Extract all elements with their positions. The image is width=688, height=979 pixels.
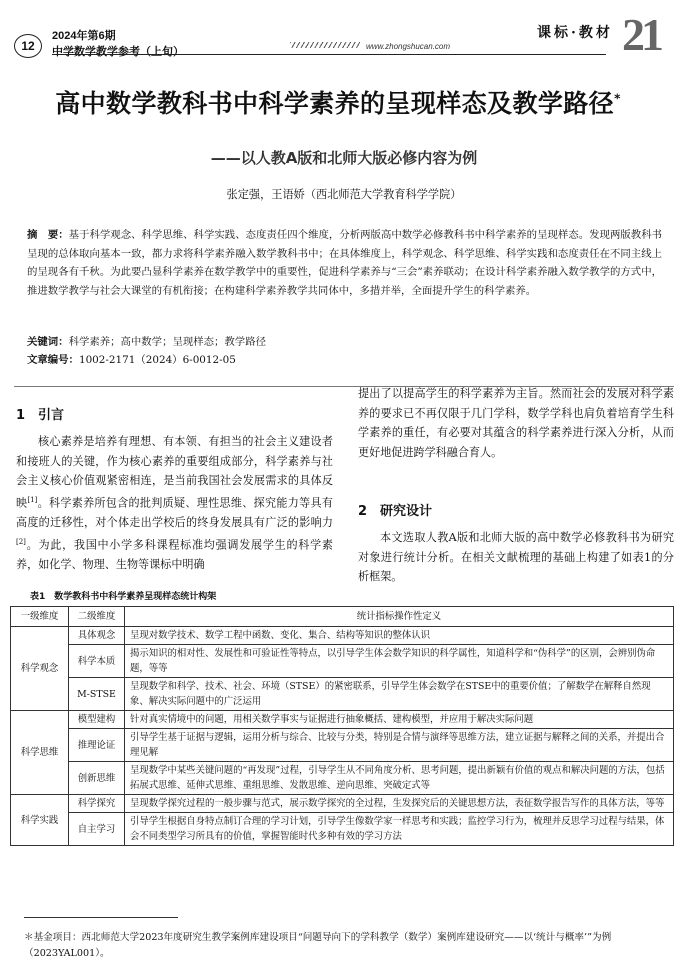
journal-info [52,28,184,60]
definition-cell: 呈现对数学技术、数学工程中函数、变化、集合、结构等知识的整体认识 [125,627,674,645]
table-row [11,645,674,678]
table-header-cell: 一级维度 [11,607,69,627]
primary-dimension-cell: 科学观念 [11,627,69,711]
article-number-line [27,351,662,369]
table-row [11,813,674,846]
definition-cell: 呈现数学和科学、技术、社会、环境（STSE）的紧密联系，引导学生体会数学在STSE中的重要价值；了解数学在解释自然现象、解决实际问题中的广泛运用 [125,678,674,711]
secondary-dimension-cell: 科学探究 [69,795,125,813]
article-subtitle: ——以人教A版和北师大版必修内容为例 [210,149,478,167]
table-header-row [11,607,674,627]
table-header-cell: 统计指标操作性定义 [125,607,674,627]
reference-2: [2] [16,537,26,546]
reference-1: [1] [27,495,38,504]
secondary-dimension-cell: 具体观念 [69,627,125,645]
keywords-line [27,333,662,351]
header-url: www.zhongshucan.com [366,42,451,51]
article-title [18,84,658,120]
definition-cell: 呈现数学中某些关键问题的“再发现”过程，引导学生从不同角度分析、思考问题，提出新颖有价值的观点和解决问题的方法，包括拓展式思维、延伸式思维、重组思维、发散思维、逆向思维、突破定式等 [125,762,674,795]
secondary-dimension-cell: 自主学习 [69,813,125,846]
article-title-text: 高中数学教科书中科学素养的呈现样态及教学路径 [55,89,615,118]
section-label: 课标·教材 [537,25,613,41]
framework-table [10,606,674,846]
section-1-heading: 1 引言 [16,408,65,423]
secondary-dimension-cell: 推理论证 [69,729,125,762]
definition-cell: 呈现数学探究过程的一般步骤与范式，展示数学探究的全过程，生发探究后的关键思想方法，表征数学报告写作的具体方法，等等 [125,795,674,813]
secondary-dimension-cell: 创新思维 [69,762,125,795]
table-caption: 表1 数学教科书中科学素养呈现样态统计构架 [30,592,217,602]
keywords: 科学素养；高中数学；呈现样态；教学路径 [68,336,266,348]
section-1-text-c: 。为此，我国中小学多科课程标准均强调发展学生的科学素养，如化学、物理、生物等课标中明确 [16,538,333,571]
secondary-dimension-cell: 科学本质 [69,645,125,678]
primary-dimension-cell: 科学实践 [11,795,69,846]
keywords-label: 关键词： [27,336,69,348]
table-row [11,711,674,729]
issue-label: 2024年第6期 [52,30,116,42]
article-authors: 张定强，王语娇（西北师范大学教育科学学院） [226,188,462,201]
right-column-paragraph: 提出了以提高学生的科学素养为主旨。然而社会的发展对科学素养的要求已不再仅限于几门学科，数学学科也肩负着培育学生科学素养的重任，有必要对其蕴含的科学素养进行深入分析，从而更好地促进跨学科融合育人。 [358,387,674,459]
section-2-heading: 2 研究设计 [358,504,433,519]
section-1-paragraph [16,432,333,575]
table-row [11,729,674,762]
title-footnote-mark: * [614,91,621,106]
keywords-block [27,333,662,369]
abstract [27,226,662,300]
section-1-text-a: 核心素养是培养有理想、有本领、有担当的社会主义建设者和接班人的关键，作为核心素养的重要组成部分，科学素养与社会主义核心价值观紧密相连，是当前我国社会发展需求的具体反映 [16,435,333,510]
abstract-label: 摘 要： [27,229,69,241]
section-2-paragraph: 本文选取人教A版和北师大版的高中数学必修教科书为研究对象进行统计分析。在相关文献梳理的基础上构建了如表1的分析框架。 [358,531,674,584]
definition-cell: 引导学生根据自身特点制订合理的学习计划，引导学生像数学家一样思考和实践；监控学习行为，梳理并反思学习过程与结果，体会不同类型学习所具有的价值，掌握智能时代多种有效的学习方法 [125,813,674,846]
definition-cell: 揭示知识的相对性、发展性和可验证性等特点，以引导学生体会数学知识的科学属性，知道科学和“伪科学”的区别，会辨别伪命题，等等 [125,645,674,678]
definition-cell: 针对真实情境中的问题，用相关数学事实与证据进行抽象概括、建构模型，并应用于解决实际问题 [125,711,674,729]
header-divider [52,54,606,55]
table-header-cell: 二级维度 [69,607,125,627]
section-1-text-b: 。科学素养所包含的批判质疑、理性思维、探究能力等具有高度的迁移性，对个体走出学校后的终身发展具有广泛的影响力 [16,496,333,530]
footnote: ＊基金项目：西北师范大学2023年度研究生教学案例库建设项目“问题导向下的学科教学（数学）案例库建设研究——以‘统计与概率’”为例（2023YAL001）。 [24,932,612,959]
table-row [11,627,674,645]
definition-cell: 引导学生基于证据与逻辑，运用分析与综合、比较与分类，特别是合情与演绎等思维方法，建立证据与解释之间的关系，并提出合理见解 [125,729,674,762]
journal-name: 中学数学教学参考（上旬） [52,46,184,58]
page-number: 12 [14,34,42,58]
article-number-label: 文章编号： [27,354,79,366]
header-decoration [290,42,360,48]
table-row [11,795,674,813]
abstract-text: 基于科学观念、科学思维、科学实践、态度责任四个维度，分析两版高中数学必修教科书中科学素养的呈现样态。发现两版教科书呈现的总体取向基本一致，都力求将科学素养融入数学教科书中；在具体维度上，科学观念、科学思维、科学实践和态度责任在不同主线上的呈现各有千秋。为此要凸显科学素养在数学教学中的重要性，促进科学素养与“三会”素养联动；在设计科学素养融入数学教学的方式中，推进数学教学与社会大课堂的有机衔接；在构建科学素养教学共同体中，多措并举，全面提升学生的科学素养。 [27,229,662,297]
table-row [11,678,674,711]
journal-logo: 21 [622,9,660,60]
secondary-dimension-cell: 模型建构 [69,711,125,729]
primary-dimension-cell: 科学思维 [11,711,69,795]
table-row [11,762,674,795]
article-number: 1002-2171（2024）6-0012-05 [78,354,236,366]
footnote-divider [24,917,178,918]
secondary-dimension-cell: M-STSE [69,678,125,711]
